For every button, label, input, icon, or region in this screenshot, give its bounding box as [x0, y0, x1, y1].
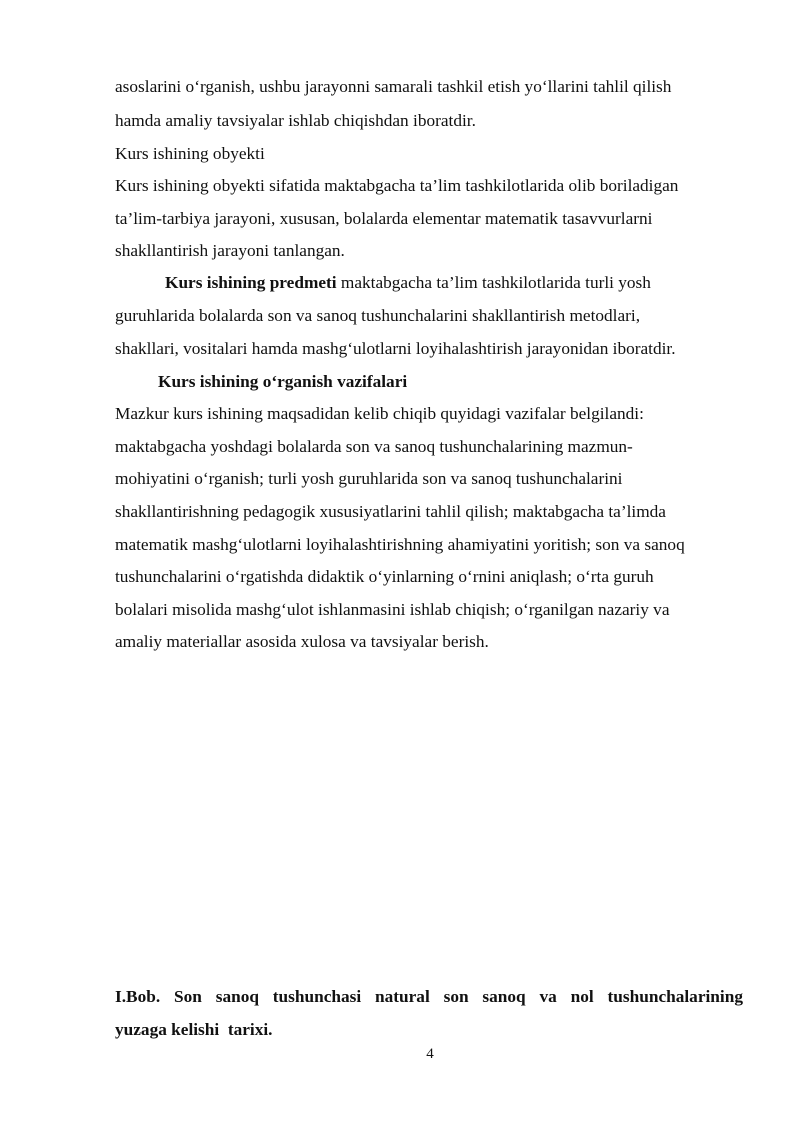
- chapter-word: sanoq: [482, 987, 526, 1006]
- tasks-line-6: tushunchalarini o‘rgatishda didaktik o‘yinlarning o‘rnini aniqlash; o‘rta guruh: [115, 567, 654, 586]
- object-line-2: ta’lim-tarbiya jarayoni, xususan, bolalarda elementar matematik tasavvurlarni: [115, 209, 653, 228]
- chapter-heading-line-2: yuzaga kelishi tarixi.: [115, 1020, 273, 1039]
- chapter-word: tushunchalarining: [607, 987, 743, 1006]
- chapter-word: natural: [375, 987, 430, 1006]
- tasks-line-1: Mazkur kurs ishining maqsadidan kelib chiqib quyidagi vazifalar belgilandi:: [115, 404, 644, 423]
- subject-line-2: guruhlarida bolalarda son va sanoq tushunchalarini shakllantirish metodlari,: [115, 306, 641, 325]
- chapter-word: tushunchasi: [272, 987, 362, 1006]
- tasks-heading: Kurs ishining o‘rganish vazifalari: [158, 372, 408, 391]
- page-number: 4: [426, 1046, 434, 1062]
- chapter-word: sanoq: [215, 987, 259, 1006]
- tasks-line-7: bolalari misolida mashg‘ulot ishlanmasini ishlab chiqish; o‘rganilgan nazariy va: [115, 600, 670, 619]
- chapter-word: Son: [174, 987, 202, 1006]
- chapter-heading-line-1: [115, 987, 743, 1007]
- chapter-word: nol: [570, 987, 594, 1006]
- tasks-line-4: shakllantirishning pedagogik xususiyatlarini tahlil qilish; maktabgacha ta’limda: [115, 502, 666, 521]
- tasks-line-3: mohiyatini o‘rganish; turli yosh guruhlarida son va sanoq tushunchalarini: [115, 469, 623, 488]
- object-line-1: Kurs ishining obyekti sifatida maktabgacha ta’lim tashkilotlarida olib boriladigan: [115, 176, 679, 195]
- subject-label: Kurs ishining predmeti: [165, 273, 337, 292]
- subject-first-line-rest: maktabgacha ta’lim tashkilotlarida turli yosh: [336, 273, 651, 292]
- intro-line-2: hamda amaliy tavsiyalar ishlab chiqishdan iboratdir.: [115, 111, 476, 130]
- chapter-word: son: [443, 987, 469, 1006]
- tasks-line-8: amaliy materiallar asosida xulosa va tavsiyalar berish.: [115, 632, 489, 651]
- subject-line-3: shakllari, vositalari hamda mashg‘ulotlarni loyihalashtirish jarayonidan iboratdir.: [115, 339, 676, 358]
- object-line-3: shakllantirish jarayoni tanlangan.: [115, 241, 345, 260]
- chapter-word: va: [539, 987, 557, 1006]
- intro-line-1: asoslarini o‘rganish, ushbu jarayonni samarali tashkil etish yo‘llarini tahlil qilish: [115, 77, 672, 96]
- chapter-word: I.Bob.: [115, 987, 161, 1006]
- tasks-line-2: maktabgacha yoshdagi bolalarda son va sanoq tushunchalarining mazmun-: [115, 437, 633, 456]
- tasks-line-5: matematik mashg‘ulotlarni loyihalashtirishning ahamiyatini yoritish; son va sanoq: [115, 535, 685, 554]
- object-heading: Kurs ishining obyekti: [115, 144, 265, 163]
- subject-line-1: [165, 273, 651, 293]
